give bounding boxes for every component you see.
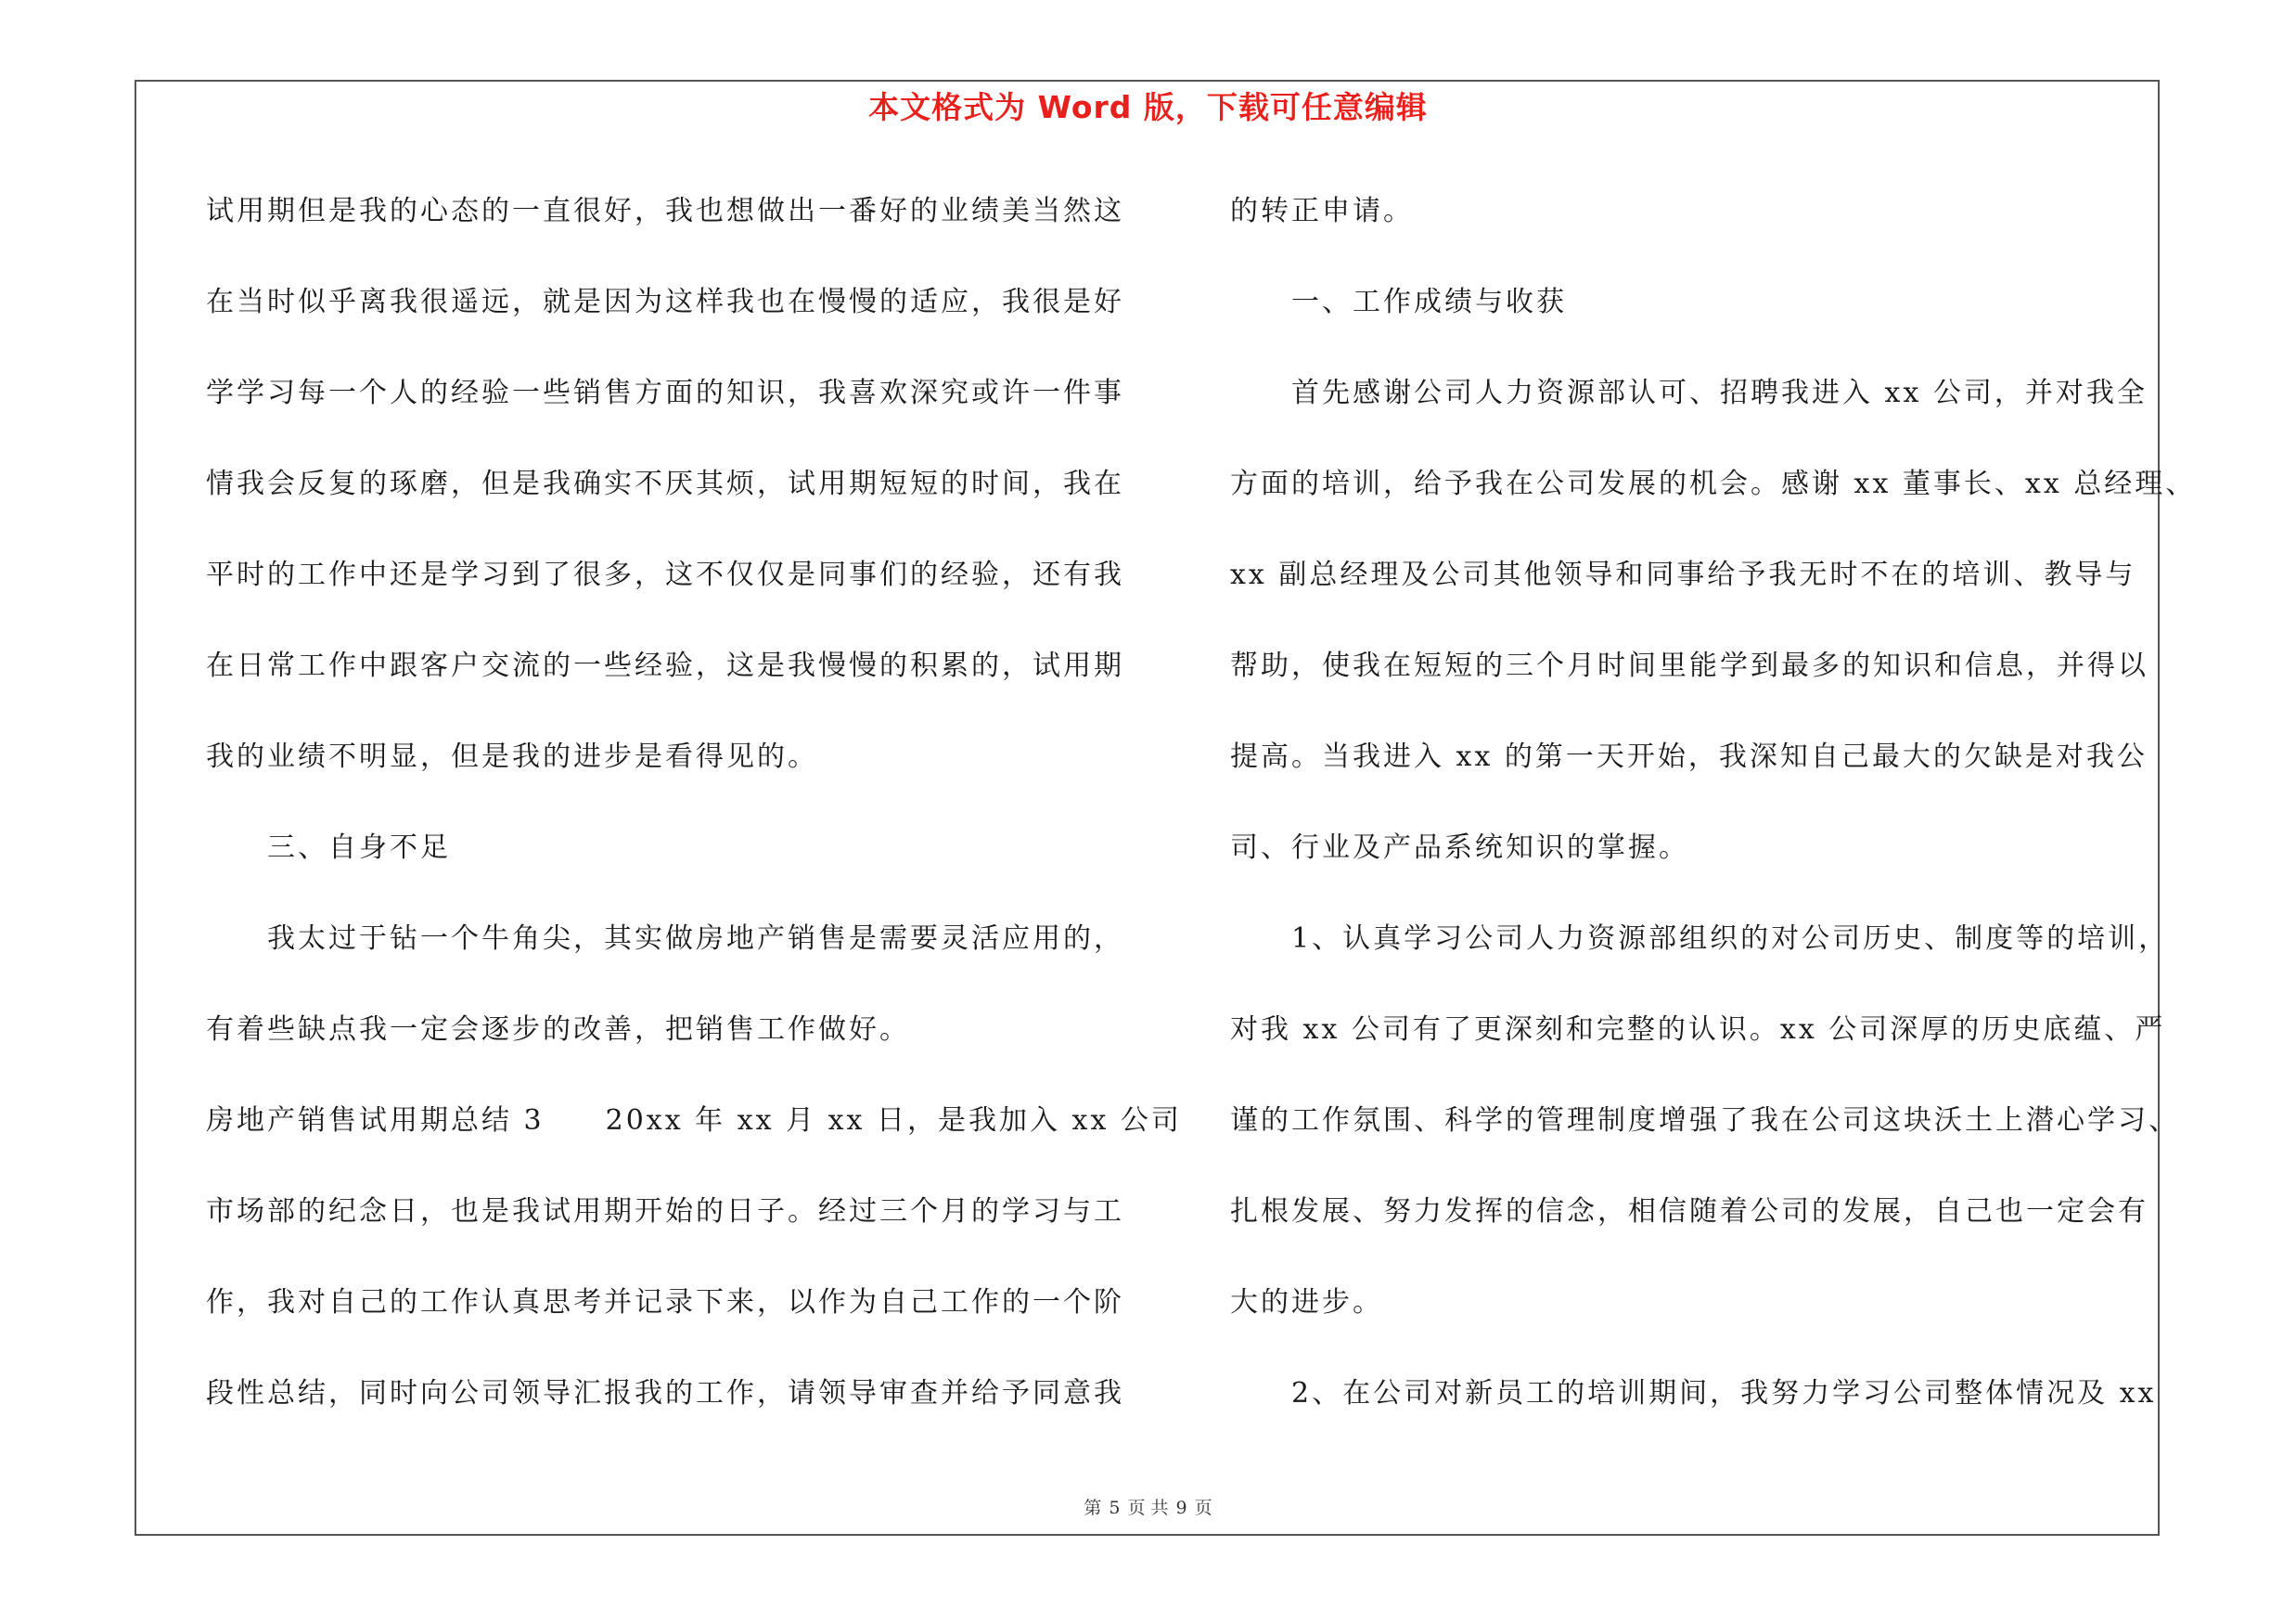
text-line: 司、行业及产品系统知识的掌握。: [1230, 831, 1689, 864]
text-line: 在当时似乎离我很遥远，就是因为这样我也在慢慢的适应，我很是好: [206, 286, 1124, 318]
text-line: xx 副总经理及公司其他领导和同事给予我无时不在的培训、教导与: [1230, 559, 2136, 591]
text-line: 提高。当我进入 xx 的第一天开始，我深知自己最大的欠缺是对我公: [1230, 741, 2148, 773]
current-page-number: 5: [1109, 1498, 1121, 1518]
text-line: 学学习每一个人的经验一些销售方面的知识，我喜欢深究或许一件事: [206, 377, 1124, 409]
text-line: 帮助，使我在短短的三个月时间里能学到最多的知识和信息，并得以: [1230, 650, 2148, 682]
right-text-column: [1230, 184, 2197, 1457]
text-line: 情我会反复的琢磨，但是我确实不厌其烦，试用期短短的时间，我在: [206, 468, 1124, 500]
text-line: 平时的工作中还是学习到了很多，这不仅仅是同事们的经验，还有我: [206, 559, 1124, 591]
text-line: 段性总结，同时向公司领导汇报我的工作，请领导审查并给予同意我: [206, 1377, 1124, 1410]
left-text-column: [206, 184, 1182, 1457]
text-line: 对我 xx 公司有了更深刻和完整的认识。xx 公司深厚的历史底蕴、严: [1230, 1013, 2166, 1046]
text-line: 作，我对自己的工作认真思考并记录下来，以作为自己工作的一个阶: [206, 1286, 1124, 1319]
text-line: 谨的工作氛围、科学的管理制度增强了我在公司这块沃土上潜心学习、: [1230, 1104, 2179, 1137]
section-heading: 三、自身不足: [206, 831, 451, 864]
text-line: 市场部的纪念日，也是我试用期开始的日子。经过三个月的学习与工: [206, 1195, 1124, 1228]
text-line: 的转正申请。: [1230, 195, 1414, 227]
section-heading: 一、工作成绩与收获: [1230, 286, 1567, 318]
footer-prefix: 第: [1084, 1498, 1102, 1518]
text-line: 1、认真学习公司人力资源部组织的对公司历史、制度等的培训，: [1230, 922, 2170, 955]
text-line: 试用期但是我的心态的一直很好，我也想做出一番好的业绩美当然这: [206, 195, 1124, 227]
text-line: 房地产销售试用期总结 3 20xx 年 xx 月 xx 日，是我加入 xx 公司: [206, 1104, 1182, 1137]
text-line: 2、在公司对新员工的培训期间，我努力学习公司整体情况及 xx: [1230, 1377, 2157, 1410]
text-line: 在日常工作中跟客户交流的一些经验，这是我慢慢的积累的，试用期: [206, 650, 1124, 682]
text-line: 首先感谢公司人力资源部认可、招聘我进入 xx 公司，并对我全: [1230, 377, 2148, 409]
text-line: 方面的培训，给予我在公司发展的机会。感谢 xx 董事长、xx 总经理、: [1230, 468, 2197, 500]
text-line: 我的业绩不明显，但是我的进步是看得见的。: [206, 741, 818, 773]
editable-notice-banner: 本文格式为 Word 版，下载可任意编辑: [868, 89, 1428, 125]
text-line: 扎根发展、努力发挥的信念，相信随着公司的发展，自己也一定会有: [1230, 1195, 2148, 1228]
footer-suffix: 页: [1194, 1498, 1212, 1518]
footer-middle: 页 共: [1127, 1498, 1169, 1518]
text-line: 我太过于钻一个牛角尖，其实做房地产销售是需要灵活应用的，: [206, 922, 1124, 955]
text-line: 有着些缺点我一定会逐步的改善，把销售工作做好。: [206, 1013, 910, 1046]
total-page-count: 9: [1175, 1498, 1187, 1518]
page-number-footer: [0, 1494, 2296, 1519]
text-line: 大的进步。: [1230, 1286, 1383, 1319]
